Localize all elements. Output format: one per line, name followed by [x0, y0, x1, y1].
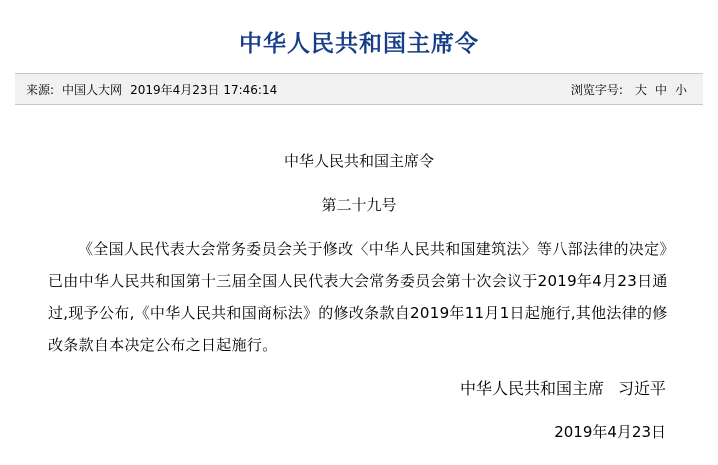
signatory-name: 习近平	[617, 379, 666, 398]
document-number: 第二十九号	[321, 196, 397, 214]
source-name: 中国人大网	[62, 83, 123, 97]
publish-datetime: 2019年4月23日 17:46:14	[130, 83, 278, 97]
font-size-large-link[interactable]: 大	[634, 83, 647, 97]
document-heading: 中华人民共和国主席令	[283, 152, 434, 170]
meta-bar	[15, 73, 703, 105]
signing-date: 2019年4月23日	[554, 423, 666, 441]
font-size-medium-link[interactable]: 中	[654, 83, 667, 97]
font-size-small-link[interactable]: 小	[674, 83, 687, 97]
source-info	[26, 81, 285, 98]
signatory-title: 中华人民共和国主席	[459, 379, 604, 398]
font-size-controls	[571, 81, 687, 98]
signatory	[460, 376, 666, 399]
document-body: 《全国人民代表大会常务委员会关于修改〈中华人民共和国建筑法〉等八部法律的决定》已由中华人民共和国第十三届全国人民代表大会常务委员会第十次会议于2019年4月23日通过,现予公布,《中华人民共和国商标法》的修改条款自2019年11月1日起施行,其他法律的修改条款自本决定公布之日起施行。	[48, 240, 668, 354]
source-label: 来源:	[26, 83, 55, 97]
font-size-label: 浏览字号:	[570, 83, 623, 97]
page-title: 中华人民共和国主席令	[239, 30, 479, 57]
